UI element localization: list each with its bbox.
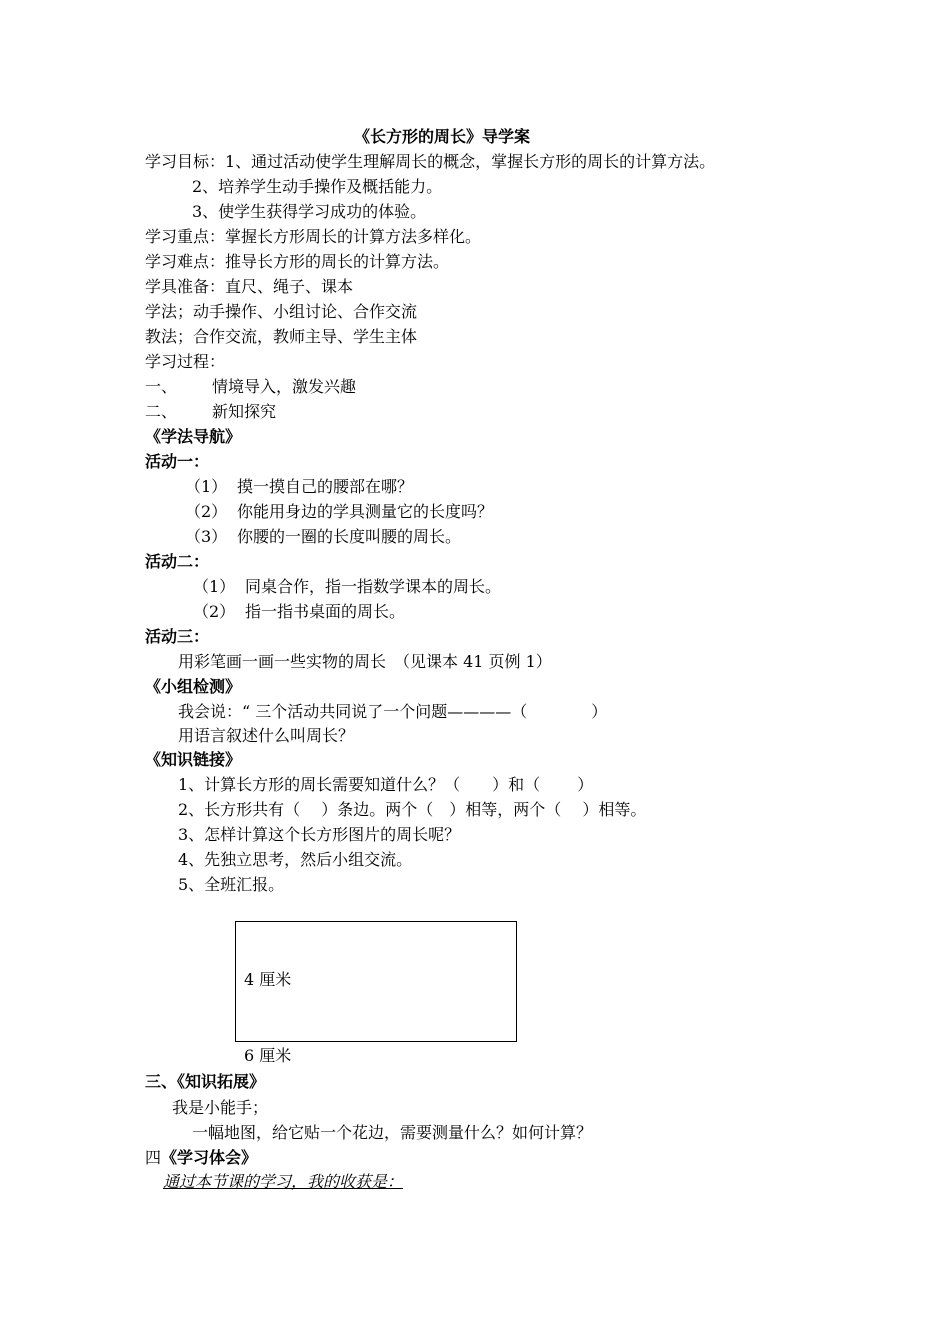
knowledge-link-item: 4、先独立思考，然后小组交流。 (178, 850, 413, 869)
page-title: 《长方形的周长》导学案 (354, 127, 531, 146)
activity-1-item-number: （3） (185, 527, 228, 546)
activity-2-item-number: （1） (193, 577, 236, 596)
tools: 学具准备：直尺、绳子、课本 (145, 277, 354, 296)
activity-2-heading: 活动二： (145, 552, 210, 571)
learning-goal-1: 学习目标：1、通过活动使学生理解周长的概念，掌握长方形的周长的计算方法。 (145, 152, 716, 171)
extension-line-1: 我是小能手； (172, 1098, 269, 1117)
rectangle-width-label: 6 厘米 (244, 1046, 292, 1065)
difficulty: 学习难点：推导长方形的周长的计算方法。 (145, 252, 450, 271)
activity-3-text: 用彩笔画一画一些实物的周长 （见课本 41 页例 1） (178, 652, 552, 671)
activity-1-heading: 活动一： (145, 452, 210, 471)
reflection-line: 通过本节课的学习，我的收获是： (163, 1172, 404, 1191)
knowledge-link-heading: 《知识链接》 (145, 750, 242, 769)
activity-2-item-number: （2） (193, 602, 236, 621)
extension-heading: 三、《知识拓展》 (145, 1072, 266, 1091)
study-method: 学法；动手操作、小组讨论、合作交流 (145, 302, 418, 321)
activity-2-item-text: 同桌合作，指一指数学课本的周长。 (245, 577, 502, 596)
learning-goal-2: 2、培养学生动手操作及概括能力。 (192, 177, 443, 196)
step-2-text: 新知探究 (212, 402, 277, 421)
activity-1-item-number: （1） (185, 477, 228, 496)
activity-1-item-text: 摸一摸自己的腰部在哪？ (237, 477, 414, 496)
process-label: 学习过程： (145, 352, 226, 371)
group-check-heading: 《小组检测》 (145, 677, 242, 696)
nav-heading: 《学法导航》 (145, 427, 242, 446)
knowledge-link-item: 2、长方形共有（ ）条边。两个（ ）相等，两个（ ）相等。 (178, 800, 647, 819)
step-2-number: 二、 (145, 402, 178, 421)
activity-1-item-number: （2） (185, 502, 228, 521)
activity-2-item-text: 指一指书桌面的周长。 (245, 602, 406, 621)
teach-method: 教法；合作交流，教师主导、学生主体 (145, 327, 418, 346)
learning-goal-3: 3、使学生获得学习成功的体验。 (192, 202, 427, 221)
activity-1-item-text: 你腰的一圈的长度叫腰的周长。 (237, 527, 462, 546)
rectangle-height-label: 4 厘米 (244, 970, 292, 989)
activity-3-heading: 活动三： (145, 627, 210, 646)
step-1-number: 一、 (145, 377, 178, 396)
step-1-text: 情境导入，激发兴趣 (212, 377, 357, 396)
extension-line-2: 一幅地图，给它贴一个花边，需要测量什么？如何计算？ (192, 1123, 593, 1142)
reflection-heading: 《学习体会》 (161, 1148, 258, 1167)
knowledge-link-item: 3、怎样计算这个长方形图片的周长呢？ (178, 825, 461, 844)
group-check-line-1: 我会说：“ 三个活动共同说了一个问题————（ ） (178, 702, 608, 721)
knowledge-link-item: 5、全班汇报。 (178, 875, 285, 894)
knowledge-link-item: 1、计算长方形的周长需要知道什么？（ ）和（ ） (178, 775, 594, 794)
activity-1-item-text: 你能用身边的学具测量它的长度吗？ (237, 502, 494, 521)
reflection-number: 四 (145, 1148, 162, 1167)
group-check-line-2: 用语言叙述什么叫周长？ (178, 726, 355, 745)
key-point: 学习重点：掌握长方形周长的计算方法多样化。 (145, 227, 482, 246)
